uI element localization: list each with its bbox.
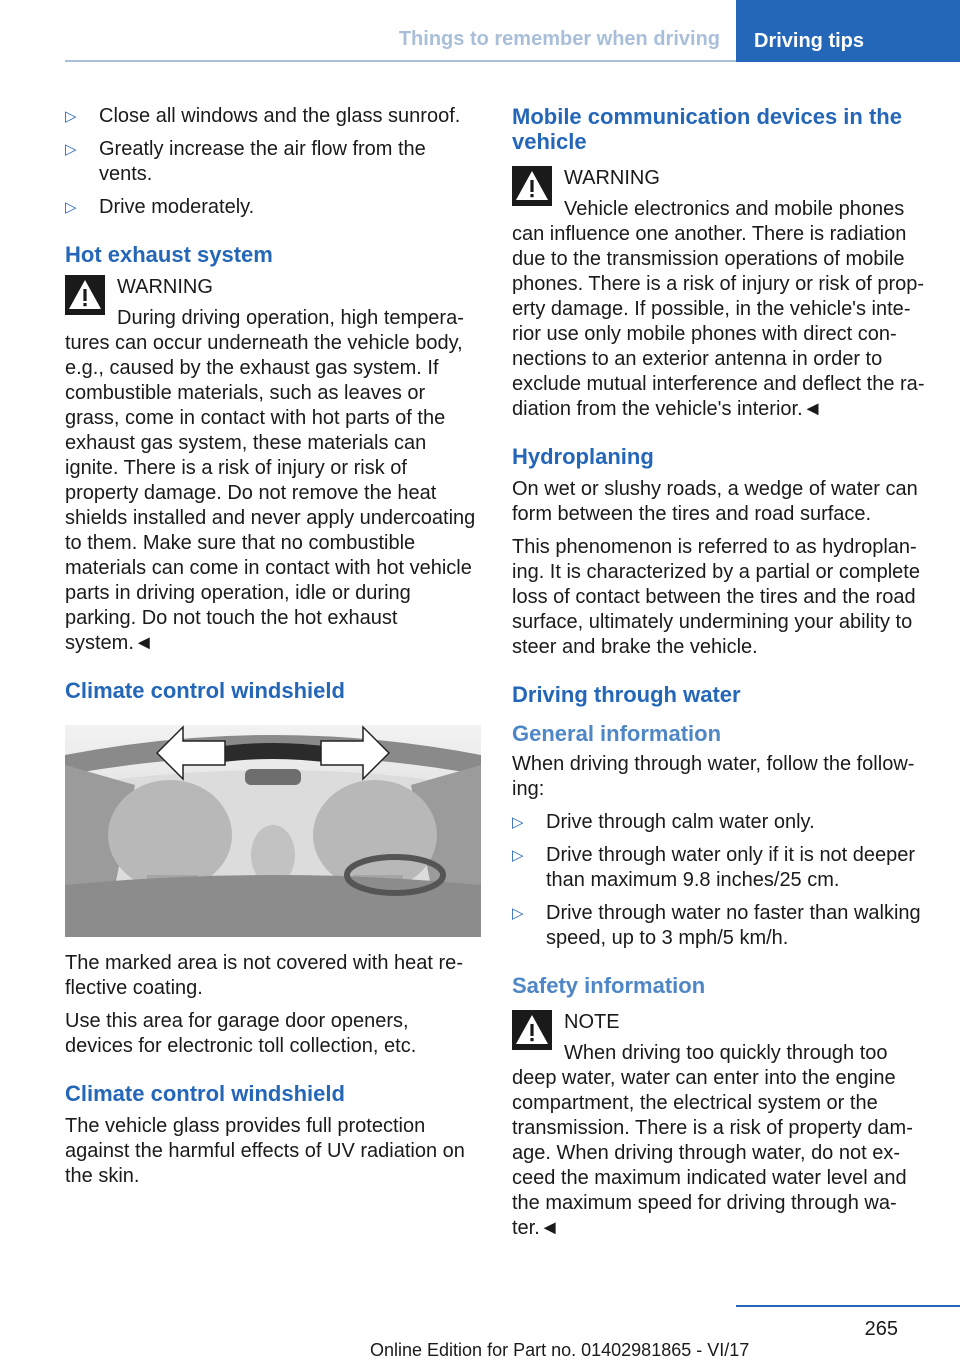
warning-label: WARNING	[117, 276, 213, 298]
safety-information-heading: Safety information	[512, 973, 706, 998]
list-item: ▷ Greatly increase the air flow from the vents.	[65, 138, 426, 185]
mobile-devices-heading: Mobile communication devices in the vehicle	[512, 104, 902, 154]
bullet-triangle-icon: ▷	[512, 905, 524, 922]
bullet-triangle-icon: ▷	[512, 847, 524, 864]
footer-rule	[736, 1305, 960, 1307]
window-bullet-list	[65, 104, 481, 220]
warning-text: During driving operation, high temperatures can occur underneath the vehicle body, e.g., caused by the exhaust gas system. If combustible materials, such as leaves or grass, come in contact with hot parts of the exhaust gas system, these materials can ignite. There is a risk of injury or risk of property damage. Do not remove the heat shields installed and never apply undercoating to them. Make sure that no combustible materials can come in contact with hot vehicle parts in driving operation, idle or during parking. Do not touch the hot exhaust system.◄	[65, 307, 476, 654]
driving-through-water-heading: Driving through water	[512, 682, 741, 707]
bullet-triangle-icon: ▷	[65, 141, 77, 158]
general-information-text: When driving through water, follow the following:	[512, 753, 915, 800]
hot-exhaust-warning	[65, 275, 481, 656]
bullet-triangle-icon: ▷	[65, 108, 77, 125]
left-column	[65, 104, 481, 1197]
list-item: ▷ Drive through water only if it is not deeper than maximum 9.8 inches/25 cm.	[512, 844, 916, 891]
list-item: ▷ Drive through water no faster than walking speed, up to 3 mph/5 km/h.	[512, 902, 921, 949]
mobile-warning	[512, 166, 926, 422]
right-column	[512, 104, 926, 1249]
bullet-triangle-icon: ▷	[65, 199, 77, 216]
edition-footer: Online Edition for Part no. 01402981865 - VI/17	[370, 1340, 750, 1360]
climate-windshield-heading: Climate control windshield	[65, 678, 345, 703]
list-item: ▷ Drive through calm water only.	[512, 811, 815, 833]
bullet-triangle-icon: ▷	[512, 814, 524, 831]
header-rule	[65, 60, 736, 62]
note-label: NOTE	[564, 1011, 620, 1033]
header-chapter-tab: Driving tips	[736, 0, 960, 62]
climate-windshield-heading-2: Climate control windshield	[65, 1081, 345, 1106]
hydroplaning-text-2: This phenomenon is referred to as hydroplaning. It is characterized by a partial or complete loss of contact between the tires and the road surface, ultimately undermining your ability to steer and brake the vehicle.	[512, 536, 920, 658]
warning-label: WARNING	[564, 167, 660, 189]
header-section-title: Things to remember when driving	[398, 28, 720, 50]
hydroplaning-heading: Hydroplaning	[512, 444, 654, 469]
hydroplaning-text-1: On wet or slushy roads, a wedge of water can form between the tires and road surface.	[512, 478, 918, 525]
warning-triangle-icon	[512, 1010, 552, 1050]
warning-triangle-icon	[512, 166, 552, 206]
list-item: ▷ Drive moderately.	[65, 196, 255, 218]
hot-exhaust-heading: Hot exhaust system	[65, 242, 273, 267]
climate-usage-text: Use this area for garage door openers, devices for electronic toll collection, etc.	[65, 1010, 417, 1057]
page-number: 265	[864, 1318, 898, 1340]
list-item: ▷ Close all windows and the glass sunroof.	[65, 105, 461, 127]
general-information-heading: General information	[512, 721, 722, 746]
note-text: When driving too quickly through too deep water, water can enter into the engine compartment, the electrical system or the transmission. There is a risk of property damage. When driving through water, do not exceed the maximum indicated water level and the maximum speed for driving through water.◄	[512, 1042, 913, 1239]
photo-caption: The marked area is not covered with heat reflective coating.	[65, 952, 463, 999]
water-bullet-list	[512, 810, 926, 951]
water-note	[512, 1010, 926, 1241]
warning-triangle-icon	[65, 275, 105, 315]
windshield-interior-photo	[65, 725, 481, 937]
warning-text: Vehicle electronics and mobile phones can influence one another. There is radiation due to the transmission operations of mobile phones. There is a risk of injury or risk of property damage. If possible, in the vehicle's interior use only mobile phones with direct connections to an exterior antenna in order to exclude mutual interference and deflect the radiation from the vehicle's interior.◄	[512, 198, 925, 420]
page-header	[0, 0, 960, 62]
uv-protection-text: The vehicle glass provides full protection against the harmful effects of UV radiation on the skin.	[65, 1115, 465, 1187]
